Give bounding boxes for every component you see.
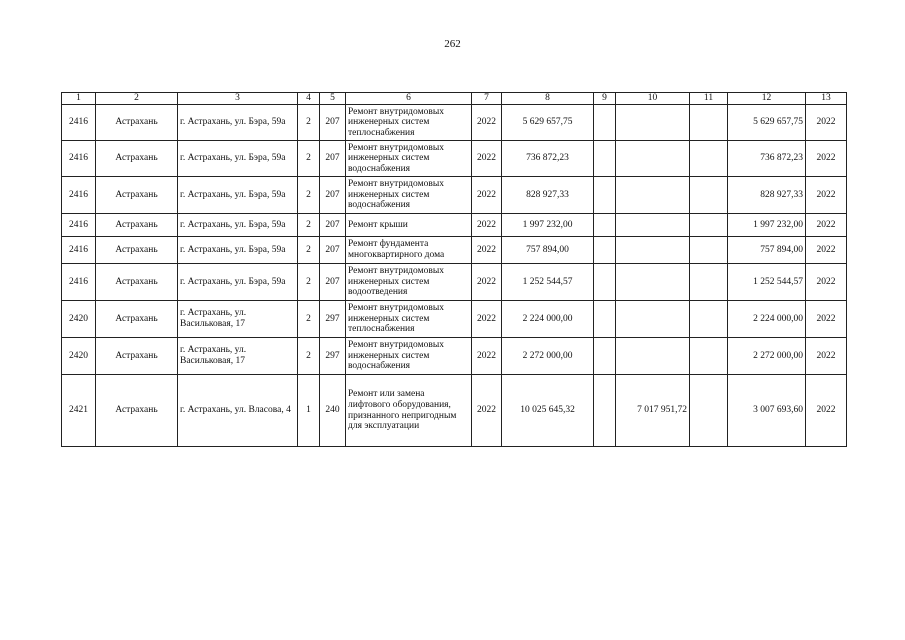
column-header-13: 13 xyxy=(806,93,847,105)
cell-fund-owners: 2 272 000,00 xyxy=(728,338,806,375)
cell-completion-year: 2022 xyxy=(806,141,847,177)
cell-fund-owners: 1 997 232,00 xyxy=(728,214,806,237)
cell-category: 2 xyxy=(298,301,320,338)
cell-fund-local xyxy=(690,375,728,447)
cell-municipality: Астрахань xyxy=(96,375,178,447)
column-header-11: 11 xyxy=(690,93,728,105)
cell-completion-year: 2022 xyxy=(806,264,847,301)
cell-total-cost: 5 629 657,75 xyxy=(502,105,594,141)
table-row xyxy=(62,237,847,264)
cell-record-id: 2416 xyxy=(62,264,96,301)
cell-municipality: Астрахань xyxy=(96,264,178,301)
cell-fund-federal xyxy=(594,214,616,237)
cell-municipality: Астрахань xyxy=(96,141,178,177)
cell-category: 2 xyxy=(298,214,320,237)
cell-record-id: 2416 xyxy=(62,237,96,264)
cell-completion-year: 2022 xyxy=(806,301,847,338)
cell-fund-regional xyxy=(616,214,690,237)
cell-building-id: 207 xyxy=(320,237,346,264)
cell-fund-local xyxy=(690,264,728,301)
column-header-8: 8 xyxy=(502,93,594,105)
column-header-3: 3 xyxy=(178,93,298,105)
cell-category: 2 xyxy=(298,264,320,301)
cell-fund-owners: 757 894,00 xyxy=(728,237,806,264)
cell-total-cost: 757 894,00 xyxy=(502,237,594,264)
cell-record-id: 2416 xyxy=(62,214,96,237)
cell-fund-owners: 1 252 544,57 xyxy=(728,264,806,301)
cell-fund-local xyxy=(690,214,728,237)
cell-plan-year: 2022 xyxy=(472,264,502,301)
column-header-6: 6 xyxy=(346,93,472,105)
cell-fund-owners: 5 629 657,75 xyxy=(728,105,806,141)
table-row xyxy=(62,177,847,214)
column-header-1: 1 xyxy=(62,93,96,105)
capital-repair-table xyxy=(61,92,847,447)
cell-fund-owners: 3 007 693,60 xyxy=(728,375,806,447)
cell-address: г. Астрахань, ул. Бэра, 59а xyxy=(178,177,298,214)
table-body xyxy=(62,105,847,447)
cell-fund-local xyxy=(690,237,728,264)
cell-fund-federal xyxy=(594,105,616,141)
cell-fund-federal xyxy=(594,141,616,177)
cell-fund-owners: 2 224 000,00 xyxy=(728,301,806,338)
column-header-12: 12 xyxy=(728,93,806,105)
cell-completion-year: 2022 xyxy=(806,177,847,214)
table-row xyxy=(62,141,847,177)
cell-work-type: Ремонт внутридомовых инженерных систем теплоснабжения xyxy=(346,105,472,141)
cell-work-type: Ремонт внутридомовых инженерных систем водоснабжения xyxy=(346,338,472,375)
cell-fund-owners: 828 927,33 xyxy=(728,177,806,214)
column-header-5: 5 xyxy=(320,93,346,105)
cell-total-cost: 2 272 000,00 xyxy=(502,338,594,375)
cell-fund-regional xyxy=(616,264,690,301)
cell-plan-year: 2022 xyxy=(472,177,502,214)
cell-work-type: Ремонт крыши xyxy=(346,214,472,237)
cell-building-id: 297 xyxy=(320,338,346,375)
column-header-7: 7 xyxy=(472,93,502,105)
cell-fund-regional: 7 017 951,72 xyxy=(616,375,690,447)
cell-total-cost: 828 927,33 xyxy=(502,177,594,214)
cell-building-id: 207 xyxy=(320,214,346,237)
column-header-10: 10 xyxy=(616,93,690,105)
cell-building-id: 207 xyxy=(320,177,346,214)
cell-fund-regional xyxy=(616,141,690,177)
cell-work-type: Ремонт внутридомовых инженерных систем водоотведения xyxy=(346,264,472,301)
cell-record-id: 2421 xyxy=(62,375,96,447)
cell-fund-regional xyxy=(616,105,690,141)
table-row xyxy=(62,264,847,301)
table-row xyxy=(62,301,847,338)
column-header-4: 4 xyxy=(298,93,320,105)
cell-fund-federal xyxy=(594,375,616,447)
cell-completion-year: 2022 xyxy=(806,375,847,447)
column-header-9: 9 xyxy=(594,93,616,105)
cell-fund-local xyxy=(690,301,728,338)
cell-municipality: Астрахань xyxy=(96,338,178,375)
cell-category: 2 xyxy=(298,177,320,214)
cell-plan-year: 2022 xyxy=(472,214,502,237)
column-number-row xyxy=(62,93,847,105)
cell-completion-year: 2022 xyxy=(806,237,847,264)
cell-fund-regional xyxy=(616,237,690,264)
table-row xyxy=(62,214,847,237)
cell-work-type: Ремонт внутридомовых инженерных систем водоснабжения xyxy=(346,177,472,214)
cell-building-id: 240 xyxy=(320,375,346,447)
cell-record-id: 2416 xyxy=(62,177,96,214)
cell-plan-year: 2022 xyxy=(472,141,502,177)
cell-category: 2 xyxy=(298,105,320,141)
cell-fund-federal xyxy=(594,237,616,264)
cell-fund-local xyxy=(690,177,728,214)
cell-building-id: 297 xyxy=(320,301,346,338)
cell-record-id: 2416 xyxy=(62,105,96,141)
cell-address: г. Астрахань, ул. Бэра, 59а xyxy=(178,141,298,177)
cell-fund-federal xyxy=(594,338,616,375)
cell-building-id: 207 xyxy=(320,141,346,177)
cell-plan-year: 2022 xyxy=(472,375,502,447)
cell-address: г. Астрахань, ул. Васильковая, 17 xyxy=(178,338,298,375)
cell-total-cost: 1 252 544,57 xyxy=(502,264,594,301)
cell-plan-year: 2022 xyxy=(472,237,502,264)
cell-municipality: Астрахань xyxy=(96,177,178,214)
table-row xyxy=(62,105,847,141)
cell-plan-year: 2022 xyxy=(472,301,502,338)
cell-completion-year: 2022 xyxy=(806,214,847,237)
cell-fund-local xyxy=(690,141,728,177)
cell-total-cost: 1 997 232,00 xyxy=(502,214,594,237)
cell-address: г. Астрахань, ул. Бэра, 59а xyxy=(178,105,298,141)
cell-municipality: Астрахань xyxy=(96,301,178,338)
cell-fund-regional xyxy=(616,177,690,214)
cell-plan-year: 2022 xyxy=(472,105,502,141)
table-row xyxy=(62,375,847,447)
cell-plan-year: 2022 xyxy=(472,338,502,375)
cell-address: г. Астрахань, ул. Бэра, 59а xyxy=(178,214,298,237)
cell-record-id: 2420 xyxy=(62,338,96,375)
cell-total-cost: 736 872,23 xyxy=(502,141,594,177)
cell-fund-owners: 736 872,23 xyxy=(728,141,806,177)
cell-completion-year: 2022 xyxy=(806,105,847,141)
cell-record-id: 2420 xyxy=(62,301,96,338)
table-row xyxy=(62,338,847,375)
cell-total-cost: 2 224 000,00 xyxy=(502,301,594,338)
cell-address: г. Астрахань, ул. Власова, 4 xyxy=(178,375,298,447)
cell-category: 2 xyxy=(298,141,320,177)
cell-work-type: Ремонт внутридомовых инженерных систем водоснабжения xyxy=(346,141,472,177)
cell-municipality: Астрахань xyxy=(96,237,178,264)
cell-completion-year: 2022 xyxy=(806,338,847,375)
cell-fund-local xyxy=(690,105,728,141)
cell-fund-federal xyxy=(594,177,616,214)
cell-address: г. Астрахань, ул. Бэра, 59а xyxy=(178,237,298,264)
page-number: 262 xyxy=(444,38,461,50)
column-header-2: 2 xyxy=(96,93,178,105)
cell-fund-local xyxy=(690,338,728,375)
cell-building-id: 207 xyxy=(320,264,346,301)
cell-category: 2 xyxy=(298,237,320,264)
cell-fund-regional xyxy=(616,338,690,375)
cell-fund-federal xyxy=(594,301,616,338)
cell-building-id: 207 xyxy=(320,105,346,141)
cell-work-type: Ремонт или замена лифтового оборудования, признанного непригодным для эксплуатации xyxy=(346,375,472,447)
cell-work-type: Ремонт фундамента многоквартирного дома xyxy=(346,237,472,264)
cell-record-id: 2416 xyxy=(62,141,96,177)
cell-municipality: Астрахань xyxy=(96,105,178,141)
cell-address: г. Астрахань, ул. Васильковая, 17 xyxy=(178,301,298,338)
cell-fund-federal xyxy=(594,264,616,301)
cell-category: 2 xyxy=(298,338,320,375)
cell-total-cost: 10 025 645,32 xyxy=(502,375,594,447)
cell-address: г. Астрахань, ул. Бэра, 59а xyxy=(178,264,298,301)
cell-fund-regional xyxy=(616,301,690,338)
cell-category: 1 xyxy=(298,375,320,447)
cell-municipality: Астрахань xyxy=(96,214,178,237)
cell-work-type: Ремонт внутридомовых инженерных систем теплоснабжения xyxy=(346,301,472,338)
